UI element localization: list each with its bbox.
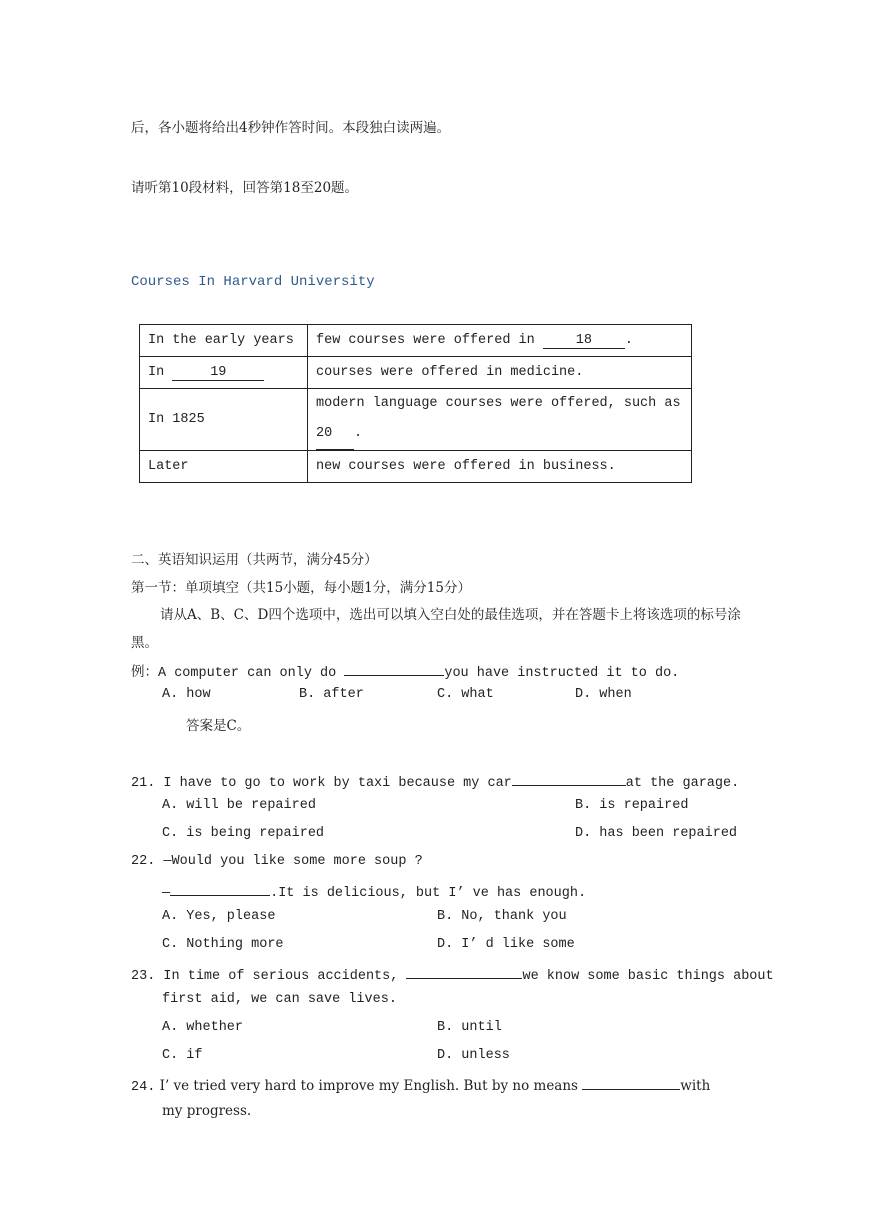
table-cell: In 19 (140, 357, 308, 389)
instruction-line-1: 请从A、B、C、D四个选项中，选出可以填入空白处的最佳选项，并在答题卡上将该选项的标号涂 (160, 607, 741, 623)
question-24: 24. I’ ve tried very hard to improve my English. But by no means with (131, 1075, 710, 1095)
q21-option-b: B. is repaired (575, 798, 689, 813)
q21-option-a: A. will be repaired (162, 798, 316, 813)
q23-option-b: B. until (437, 1020, 502, 1035)
question-23: 23. In time of serious accidents, we know some basic things about (131, 964, 774, 984)
instruction-line-2: 黑。 (131, 635, 158, 651)
question-22-blank (170, 881, 270, 896)
example-line: 例：A computer can only do you have instructed it to do. (131, 660, 679, 681)
q22-option-b: B. No, thank you (437, 909, 567, 924)
answer-blank-18: 18 (543, 333, 625, 349)
table-row (140, 451, 692, 483)
example-option-a: A. how (162, 687, 211, 702)
q23-option-d: D. unless (437, 1048, 510, 1063)
example-option-b: B. after (299, 687, 364, 702)
question-24-blank (582, 1075, 680, 1090)
intro-line-2: 请听第10段材料，回答第18至20题。 (131, 180, 359, 196)
q22-option-d: D. I’ d like some (437, 937, 575, 952)
question-23-line-2: first aid, we can save lives. (162, 992, 397, 1007)
question-23-blank (406, 964, 522, 979)
table-row (140, 325, 692, 357)
answer-blank-20: 20 (316, 419, 354, 450)
q23-option-a: A. whether (162, 1020, 244, 1035)
table-cell: In 1825 (140, 389, 308, 451)
q21-option-c: C. is being repaired (162, 826, 325, 841)
table-cell: Later (140, 451, 308, 483)
example-option-c: C. what (437, 687, 494, 702)
part-title: 第一节：单项填空（共15小题，每小题1分，满分15分） (131, 580, 471, 596)
answer-blank-19: 19 (172, 365, 264, 381)
section-title: 二、英语知识运用（共两节，满分45分） (131, 552, 378, 568)
question-24-line-2: my progress. (162, 1103, 252, 1119)
q22-option-c: C. Nothing more (162, 937, 284, 952)
table-cell: few courses were offered in 18 . (308, 325, 692, 357)
example-option-d: D. when (575, 687, 632, 702)
question-21-blank (512, 771, 626, 786)
example-answer: 答案是C。 (186, 718, 251, 734)
q21-option-d: D. has been repaired (575, 826, 738, 841)
table-cell: courses were offered in medicine. (308, 357, 692, 389)
question-22: 22. —Would you like some more soup ? (131, 854, 423, 869)
example-blank (344, 661, 444, 676)
q23-option-c: C. if (162, 1048, 203, 1063)
table-cell: new courses were offered in business. (308, 451, 692, 483)
table-heading: Courses In Harvard University (131, 274, 375, 290)
question-21: 21. I have to go to work by taxi because my car at the garage. (131, 771, 739, 791)
intro-line-1: 后，各小题将给出4秒钟作答时间。本段独白读两遍。 (131, 120, 451, 136)
q22-option-a: A. Yes, please (162, 909, 276, 924)
question-22-reply: — .It is delicious, but I’ ve has enough. (162, 881, 586, 901)
table-row (140, 389, 692, 451)
table-cell: modern language courses were offered, such as 20 . (308, 389, 692, 451)
table-cell: In the early years (140, 325, 308, 357)
table-row (140, 357, 692, 389)
courses-table (139, 324, 692, 483)
